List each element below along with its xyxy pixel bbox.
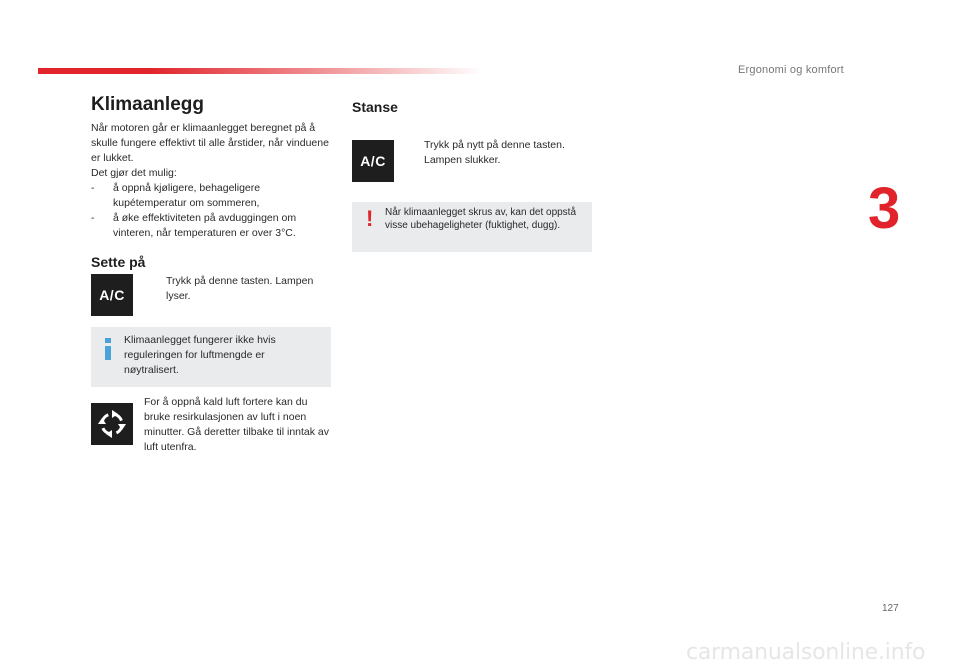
step-text: Trykk på denne tasten. Lampen lyser. bbox=[166, 275, 314, 302]
step-sette-pa bbox=[148, 274, 333, 304]
bullet-item bbox=[91, 181, 336, 211]
info-note bbox=[91, 327, 331, 387]
step-arrow-icon bbox=[406, 138, 424, 168]
ac-button-icon bbox=[352, 140, 394, 182]
step-stanse bbox=[406, 138, 591, 168]
warning-note bbox=[352, 202, 592, 252]
info-note-text: Klimaanlegget fungerer ikke hvis reguleringen for luftmengde er nøytralisert. bbox=[124, 334, 276, 376]
bullet-text: å oppnå kjøligere, behageligere kupétemperatur om sommeren, bbox=[113, 182, 261, 209]
page-title: Klimaanlegg bbox=[91, 94, 204, 115]
recirculation-text: For å oppnå kald luft fortere kan du bruke resirkulasjonen av luft i noen minutter. Gå deretter tilbake til inntak av luft utenfra. bbox=[144, 396, 330, 453]
section-title: Ergonomi og komfort bbox=[738, 64, 844, 76]
step-text: Trykk på nytt på denne tasten. Lampen slukker. bbox=[424, 139, 565, 166]
ac-button-label: A/C bbox=[99, 287, 125, 303]
watermark: carmanualsonline.info bbox=[686, 640, 926, 665]
warning-note-text: Når klimaanlegget skrus av, kan det oppstå visse ubehageligheter (fuktighet, dugg). bbox=[385, 207, 577, 231]
bullet-text: å øke effektiviteten på avduggingen om vinteren, når temperaturen er over 3°C. bbox=[113, 212, 297, 239]
recirculation-icon bbox=[91, 403, 133, 445]
ac-button-label: A/C bbox=[360, 153, 386, 169]
ac-button-icon bbox=[91, 274, 133, 316]
bullet-mark: - bbox=[91, 182, 95, 194]
intro-text bbox=[91, 121, 336, 241]
chapter-number: 3 bbox=[868, 176, 901, 241]
intro-possible: Det gjør det mulig: bbox=[91, 167, 177, 179]
bullet-item bbox=[91, 211, 336, 241]
bullet-mark: - bbox=[91, 212, 95, 224]
heading-stanse: Stanse bbox=[352, 99, 398, 115]
step-arrow-icon bbox=[148, 274, 166, 304]
header-accent-bar bbox=[38, 68, 483, 74]
heading-sette-pa: Sette på bbox=[91, 254, 146, 270]
intro-paragraph: Når motoren går er klimaanlegget beregnet på å skulle fungere effektivt til alle årstider, når vinduene er lukket. bbox=[91, 122, 329, 164]
page-number: 127 bbox=[882, 603, 899, 614]
warning-icon: ! bbox=[366, 206, 374, 231]
info-icon bbox=[104, 338, 112, 360]
